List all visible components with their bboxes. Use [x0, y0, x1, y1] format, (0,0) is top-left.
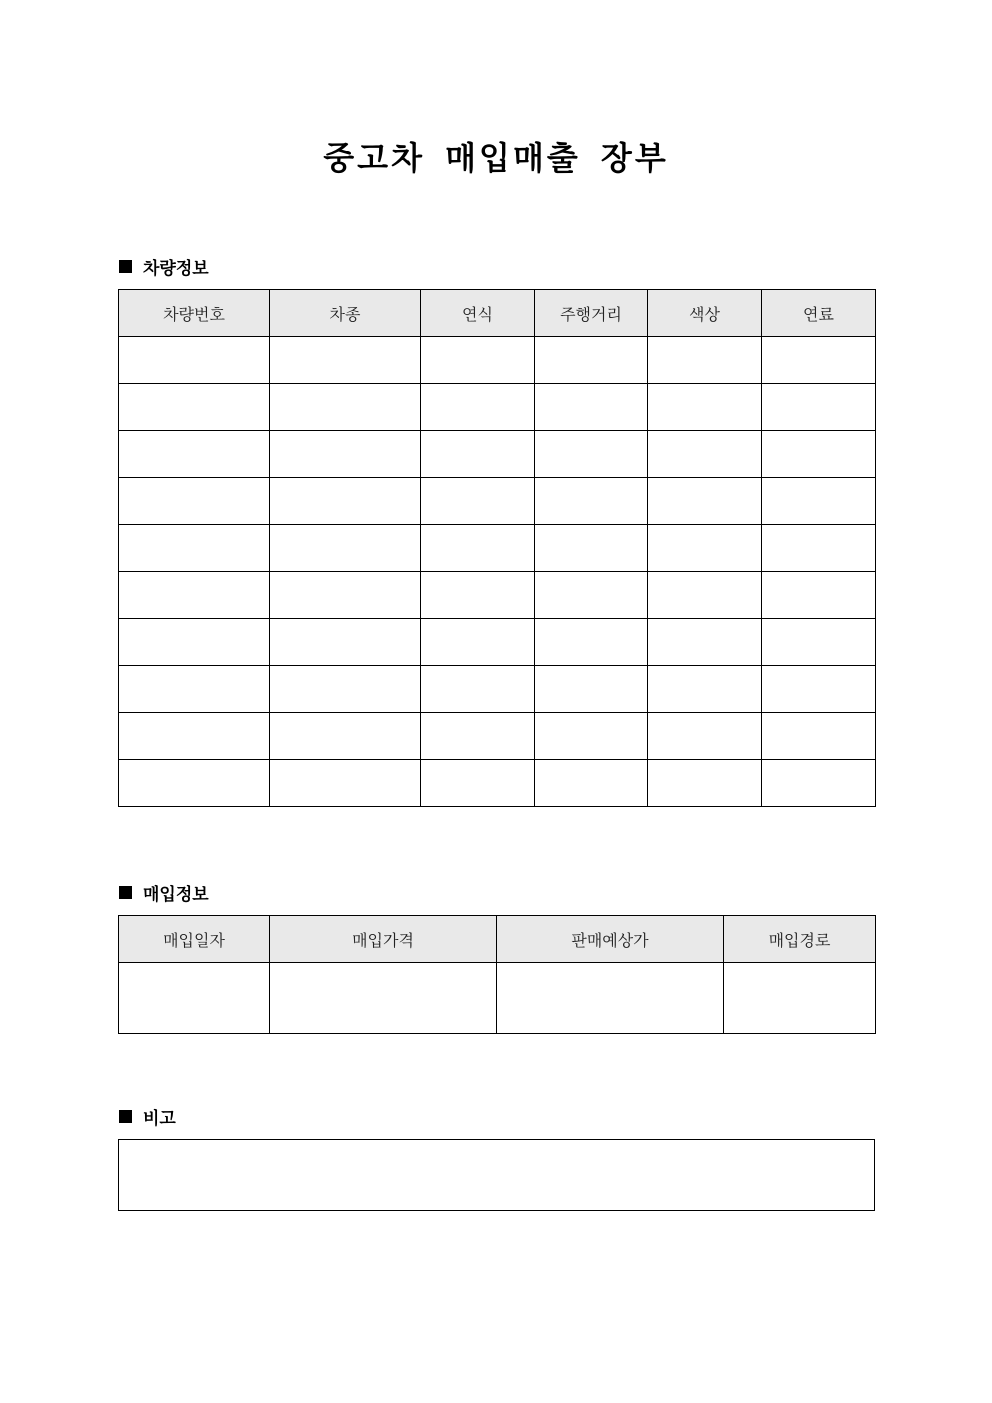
table-row	[119, 337, 876, 384]
table-cell[interactable]	[270, 713, 421, 760]
square-bullet-icon	[119, 886, 132, 899]
table-cell[interactable]	[762, 619, 876, 666]
table-header-row	[119, 290, 876, 337]
table-cell[interactable]	[270, 963, 497, 1034]
column-header-fuel: 연료	[762, 290, 876, 337]
notes-field[interactable]	[118, 1139, 875, 1211]
table-cell[interactable]	[535, 619, 648, 666]
table-cell[interactable]	[535, 478, 648, 525]
table-cell[interactable]	[762, 478, 876, 525]
table-cell[interactable]	[119, 525, 270, 572]
table-row	[119, 384, 876, 431]
document-title: 중고차 매입매출 장부	[323, 139, 669, 177]
table-cell[interactable]	[270, 619, 421, 666]
column-header-purchase-price: 매입가격	[270, 916, 497, 963]
table-cell[interactable]	[119, 478, 270, 525]
table-cell[interactable]	[648, 619, 762, 666]
table-cell[interactable]	[270, 384, 421, 431]
column-header-model-year: 연식	[421, 290, 535, 337]
table-cell[interactable]	[421, 478, 535, 525]
column-header-vehicle-model: 차종	[270, 290, 421, 337]
table-cell[interactable]	[119, 337, 270, 384]
section-label-text: 비고	[143, 1109, 176, 1129]
table-row	[119, 525, 876, 572]
table-cell[interactable]	[762, 384, 876, 431]
table-header-row	[119, 916, 876, 963]
table-cell[interactable]	[762, 713, 876, 760]
table-cell[interactable]	[762, 666, 876, 713]
table-cell[interactable]	[119, 619, 270, 666]
table-cell[interactable]	[119, 384, 270, 431]
table-row	[119, 666, 876, 713]
table-cell[interactable]	[119, 431, 270, 478]
table-cell[interactable]	[648, 572, 762, 619]
table-cell[interactable]	[535, 713, 648, 760]
table-cell[interactable]	[535, 525, 648, 572]
table-cell[interactable]	[270, 337, 421, 384]
section-label-text: 매입정보	[143, 885, 209, 905]
table-cell[interactable]	[421, 713, 535, 760]
table-cell[interactable]	[648, 525, 762, 572]
table-cell[interactable]	[535, 760, 648, 807]
table-cell[interactable]	[270, 478, 421, 525]
table-row	[119, 572, 876, 619]
column-header-vehicle-number: 차량번호	[119, 290, 270, 337]
table-cell[interactable]	[648, 478, 762, 525]
table-row	[119, 431, 876, 478]
table-cell[interactable]	[119, 963, 270, 1034]
table-cell[interactable]	[270, 760, 421, 807]
table-cell[interactable]	[421, 337, 535, 384]
table-cell[interactable]	[270, 572, 421, 619]
section-label-text: 차량정보	[143, 259, 209, 279]
table-cell[interactable]	[119, 713, 270, 760]
purchase-info-table	[118, 915, 876, 1034]
table-row	[119, 478, 876, 525]
table-cell[interactable]	[421, 431, 535, 478]
table-cell[interactable]	[421, 619, 535, 666]
table-row	[119, 963, 876, 1034]
table-cell[interactable]	[648, 666, 762, 713]
table-row	[119, 713, 876, 760]
table-cell[interactable]	[648, 384, 762, 431]
table-cell[interactable]	[119, 760, 270, 807]
column-header-expected-sale-price: 판매예상가	[497, 916, 724, 963]
table-cell[interactable]	[421, 384, 535, 431]
table-cell[interactable]	[270, 431, 421, 478]
table-cell[interactable]	[497, 963, 724, 1034]
table-cell[interactable]	[762, 337, 876, 384]
table-cell[interactable]	[724, 963, 876, 1034]
table-cell[interactable]	[762, 525, 876, 572]
table-row	[119, 760, 876, 807]
table-cell[interactable]	[535, 666, 648, 713]
square-bullet-icon	[119, 260, 132, 273]
table-cell[interactable]	[535, 384, 648, 431]
table-cell[interactable]	[270, 666, 421, 713]
table-cell[interactable]	[119, 666, 270, 713]
table-cell[interactable]	[119, 572, 270, 619]
column-header-color: 색상	[648, 290, 762, 337]
table-cell[interactable]	[535, 431, 648, 478]
table-cell[interactable]	[421, 525, 535, 572]
square-bullet-icon	[119, 1110, 132, 1123]
table-cell[interactable]	[762, 572, 876, 619]
column-header-purchase-route: 매입경로	[724, 916, 876, 963]
table-cell[interactable]	[421, 572, 535, 619]
column-header-purchase-date: 매입일자	[119, 916, 270, 963]
table-cell[interactable]	[648, 713, 762, 760]
table-cell[interactable]	[648, 337, 762, 384]
table-cell[interactable]	[535, 572, 648, 619]
vehicle-info-table	[118, 289, 876, 807]
section-label-notes	[119, 1104, 176, 1129]
section-label-vehicle-info	[119, 254, 209, 279]
table-cell[interactable]	[762, 760, 876, 807]
table-cell[interactable]	[762, 431, 876, 478]
table-row	[119, 619, 876, 666]
table-cell[interactable]	[421, 760, 535, 807]
table-cell[interactable]	[648, 431, 762, 478]
table-cell[interactable]	[270, 525, 421, 572]
table-cell[interactable]	[535, 337, 648, 384]
table-cell[interactable]	[648, 760, 762, 807]
section-label-purchase-info	[119, 880, 209, 905]
column-header-mileage: 주행거리	[535, 290, 648, 337]
table-cell[interactable]	[421, 666, 535, 713]
